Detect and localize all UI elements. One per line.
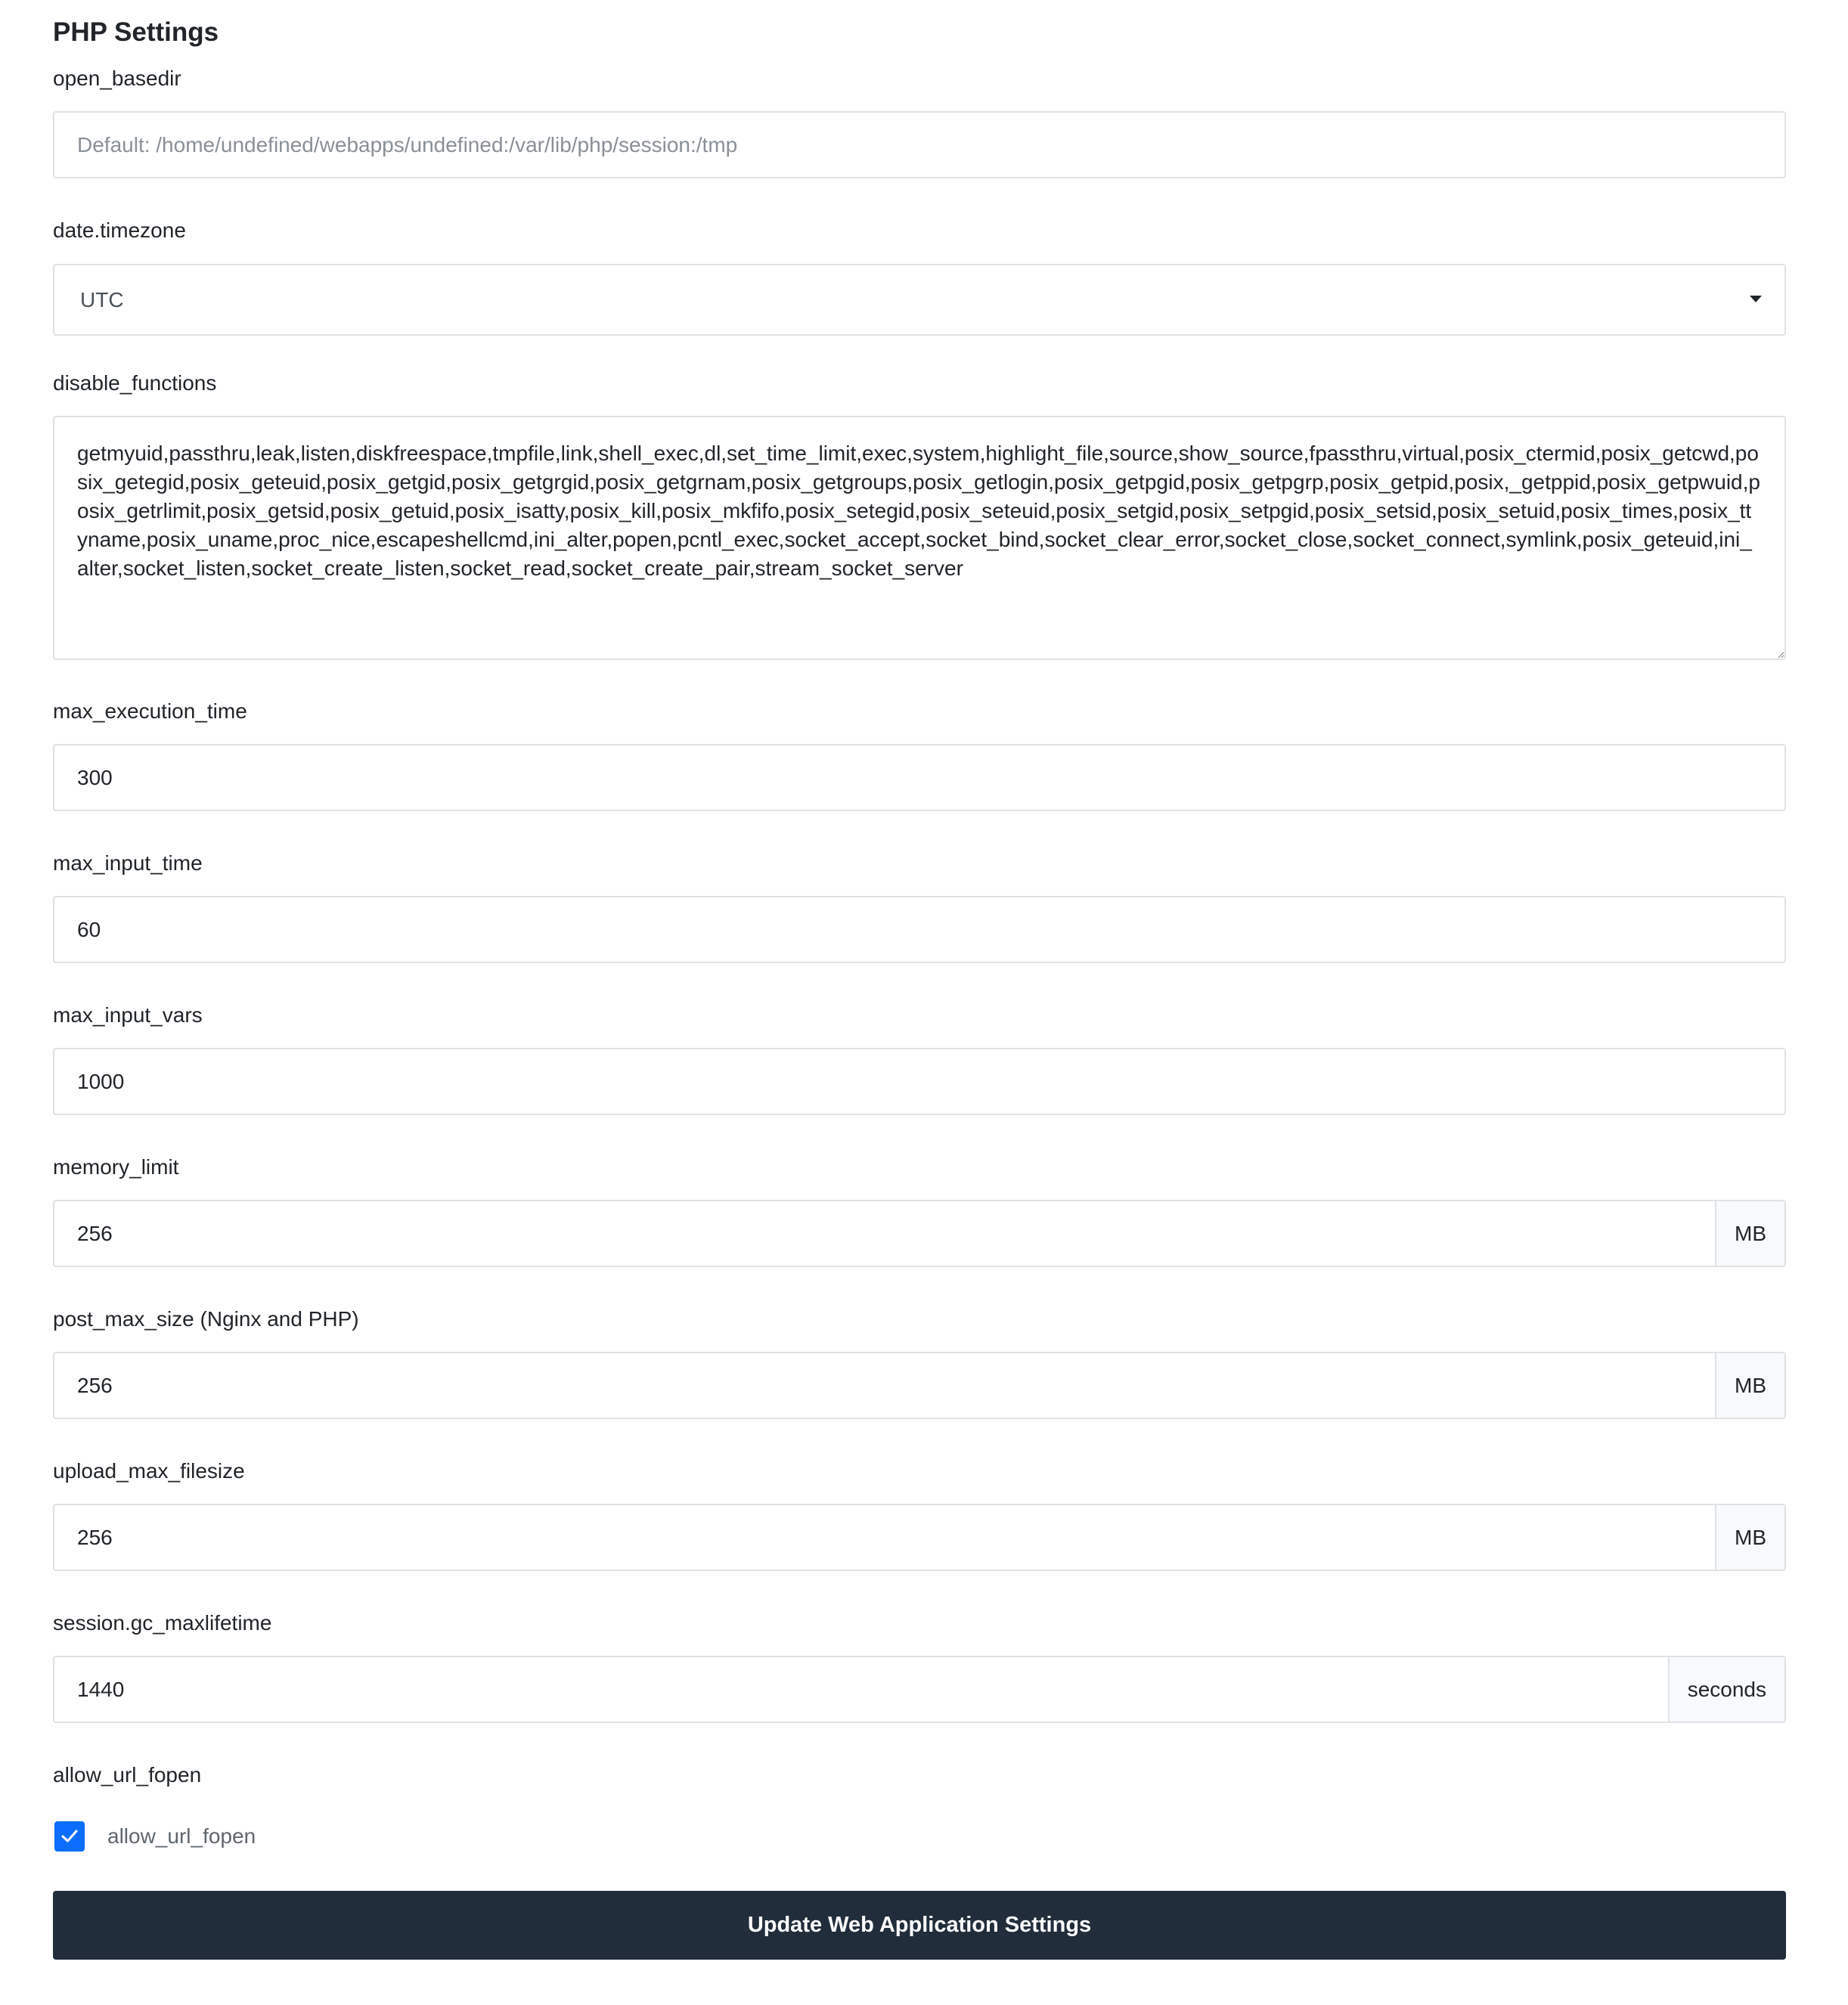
upload-max-filesize-label: upload_max_filesize — [53, 1459, 245, 1483]
memory-limit-label: memory_limit — [53, 1155, 179, 1179]
upload-max-filesize-unit: MB — [1715, 1504, 1786, 1571]
check-icon — [60, 1828, 79, 1845]
disable-functions-textarea[interactable] — [53, 416, 1786, 660]
allow-url-fopen-row — [54, 1821, 256, 1852]
allow-url-fopen-label: allow_url_fopen — [53, 1763, 202, 1787]
session-gc-maxlifetime-group — [53, 1656, 1786, 1723]
date-timezone-label: date.timezone — [53, 218, 186, 242]
post-max-size-input[interactable] — [53, 1352, 1715, 1419]
memory-limit-unit: MB — [1715, 1200, 1786, 1267]
page-title: PHP Settings — [53, 17, 219, 47]
update-settings-button[interactable]: Update Web Application Settings — [53, 1891, 1786, 1960]
caret-down-icon — [1750, 296, 1762, 302]
disable-functions-label: disable_functions — [53, 371, 217, 395]
post-max-size-group — [53, 1352, 1786, 1419]
session-gc-maxlifetime-input[interactable] — [53, 1656, 1668, 1723]
max-execution-time-label: max_execution_time — [53, 699, 247, 723]
session-gc-maxlifetime-unit: seconds — [1668, 1656, 1786, 1723]
post-max-size-label: post_max_size (Nginx and PHP) — [53, 1307, 359, 1331]
open-basedir-label: open_basedir — [53, 67, 181, 90]
allow-url-fopen-checkbox[interactable] — [54, 1821, 85, 1852]
max-input-vars-input[interactable] — [53, 1048, 1786, 1115]
memory-limit-group — [53, 1200, 1786, 1267]
max-input-time-input[interactable] — [53, 896, 1786, 963]
memory-limit-input[interactable] — [53, 1200, 1715, 1267]
max-input-time-label: max_input_time — [53, 851, 203, 875]
max-input-vars-label: max_input_vars — [53, 1003, 203, 1027]
post-max-size-unit: MB — [1715, 1352, 1786, 1419]
max-execution-time-input[interactable] — [53, 744, 1786, 811]
date-timezone-selected-value: UTC — [80, 288, 124, 311]
upload-max-filesize-input[interactable] — [53, 1504, 1715, 1571]
allow-url-fopen-checkbox-label: allow_url_fopen — [107, 1824, 256, 1848]
open-basedir-input[interactable] — [53, 111, 1786, 178]
upload-max-filesize-group — [53, 1504, 1786, 1571]
date-timezone-select[interactable] — [53, 264, 1786, 336]
session-gc-maxlifetime-label: session.gc_maxlifetime — [53, 1611, 272, 1635]
